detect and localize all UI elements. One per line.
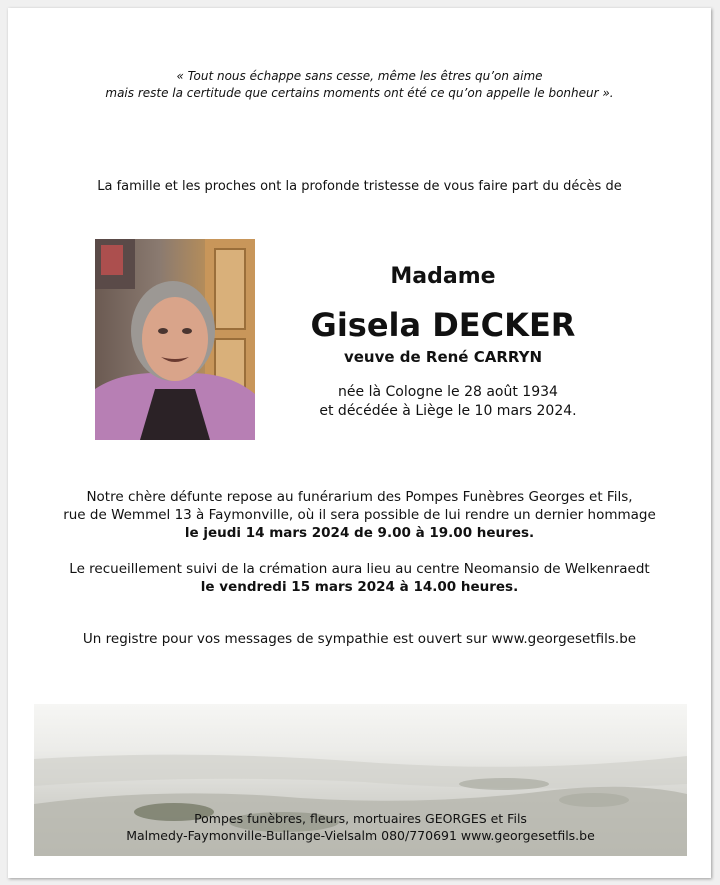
- quote-line-1: « Tout nous échappe sans cesse, même les êtres qu’on aime: [176, 69, 543, 83]
- funeral-date: le jeudi 14 mars 2024 de 9.00 à 19.00 heures.: [184, 525, 535, 541]
- funeral-paragraph: [8, 488, 711, 542]
- quote-line-2: mais reste la certitude que certains moments ont été ce qu’on appelle le bonheur ».: [105, 86, 614, 100]
- funeral-line-2: rue de Wemmel 13 à Faymonville, où il sera possible de lui rendre un dernier hommage: [63, 507, 656, 523]
- footer-line-1: Pompes funèbres, fleurs, mortuaires GEORGES et Fils: [194, 811, 527, 826]
- obituary-page: [8, 8, 711, 878]
- footer-text: [34, 810, 687, 844]
- title-honorific: Madame: [390, 264, 496, 289]
- widow-of: veuve de René CARRYN: [343, 348, 543, 366]
- footer-line-2: Malmedy-Faymonville-Bullange-Vielsalm 080/770691 www.georgesetfils.be: [126, 828, 595, 843]
- quote: [8, 68, 711, 102]
- ceremony-paragraph: [8, 560, 711, 596]
- registry-text: Un registre pour vos messages de sympathie est ouvert sur www.georgesetfils.be: [82, 631, 637, 647]
- birth-line: née là Cologne le 28 août 1934: [338, 384, 558, 400]
- ceremony-date: le vendredi 15 mars 2024 à 14.00 heures.: [200, 579, 519, 595]
- deceased-name: Gisela DECKER: [310, 306, 576, 344]
- footer-banner: [34, 704, 687, 856]
- birth-death-info: [268, 383, 628, 421]
- intro-text: La famille et les proches ont la profonde tristesse de vous faire part du décès de: [97, 179, 622, 194]
- ceremony-line-1: Le recueillement suivi de la crémation aura lieu au centre Neomansio de Welkenraedt: [69, 561, 650, 577]
- portrait-photo: [95, 239, 255, 440]
- death-line: et décédée à Liège le 10 mars 2024.: [319, 403, 577, 419]
- funeral-line-1: Notre chère défunte repose au funérarium des Pompes Funèbres Georges et Fils,: [86, 489, 633, 505]
